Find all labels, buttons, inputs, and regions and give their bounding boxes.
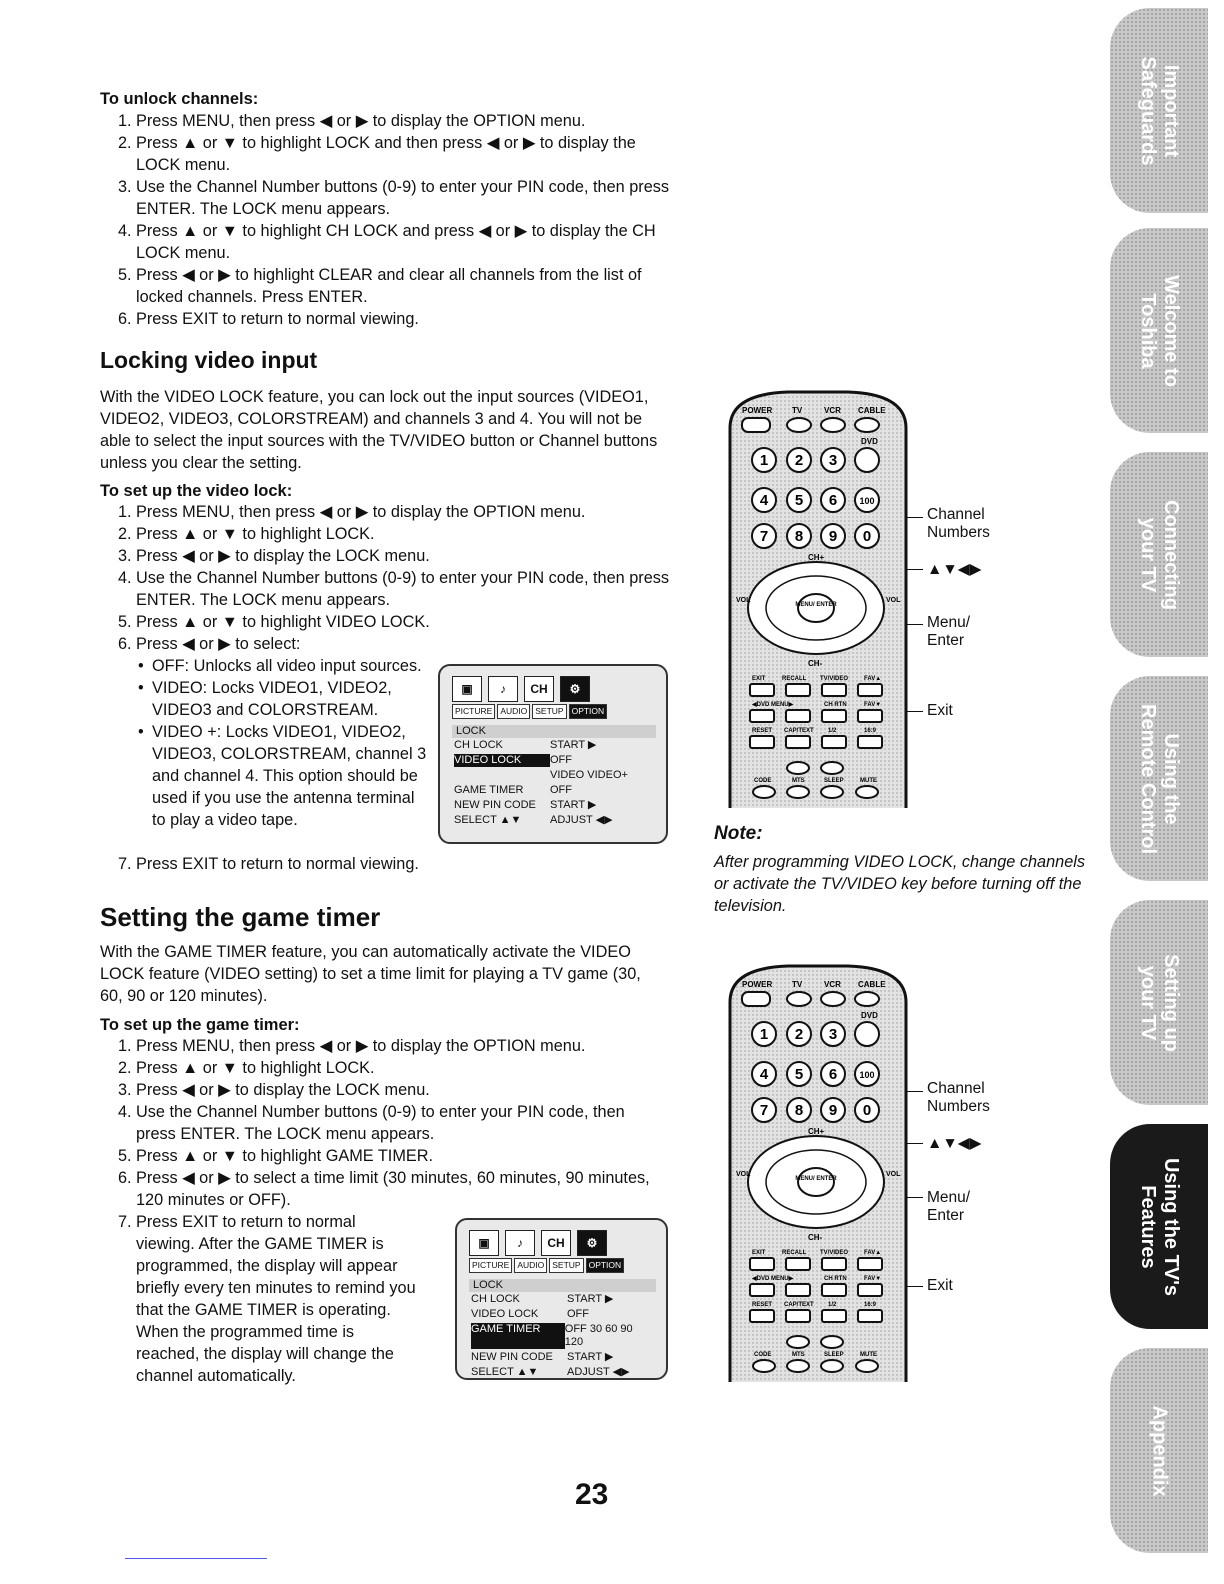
option-icon: ⚙ [577,1230,607,1256]
list-item: 3. Press ◀ or ▶ to display the LOCK menu. [118,1081,430,1099]
callout-channel-numbers: Channel Numbers [927,1080,990,1115]
svg-text:6: 6 [828,492,838,509]
list-item: • VIDEO: Locks VIDEO1, VIDEO2, VIDEO3 and COLORSTREAM. [138,677,430,721]
setup-icon: CH [541,1230,571,1256]
menu-title: LOCK [469,1279,656,1292]
svg-text:3: 3 [828,452,838,469]
svg-text:◀DVD MENU▶: ◀DVD MENU▶ [752,1276,794,1282]
callout-exit: Exit [927,1277,953,1294]
remote-control-illustration [728,962,908,1382]
svg-text:7: 7 [759,528,769,545]
game-timer-menu-screen [455,1218,668,1380]
svg-text:CH-: CH- [808,659,823,668]
menu-row: CH LOCK START ▶ [454,739,597,751]
callout-menu-enter: Menu/ Enter [927,1189,971,1224]
list-item: 2. Press ▲ or ▼ to highlight LOCK. [118,1059,375,1077]
menu-row: VIDEO LOCK OFF [454,754,572,766]
svg-text:5: 5 [794,1066,804,1083]
tab-picture: PICTURE [469,1258,512,1273]
svg-text:VCR: VCR [824,406,841,415]
unlock-steps [100,110,670,330]
tab-picture: PICTURE [452,704,495,719]
side-tab-connecting-your-tv[interactable]: Connecting your TV [1110,452,1208,657]
svg-text:MUTE: MUTE [860,778,877,784]
svg-text:EXIT: EXIT [752,676,766,682]
tab-setup: SETUP [549,1258,583,1273]
svg-text:100: 100 [859,496,875,506]
svg-text:4: 4 [759,1066,769,1083]
list-item: • VIDEO +: Locks VIDEO1, VIDEO2, VIDEO3, COLORSTREAM, channel 3 and channel 4. This option should be used if you use the antenna terminal to play a video tape. [138,721,430,831]
tab-audio: AUDIO [514,1258,547,1273]
svg-text:SLEEP: SLEEP [824,778,844,784]
svg-text:FAV▲: FAV▲ [864,1250,882,1256]
menu-row: GAME TIMER OFF [454,784,572,796]
svg-text:RESET: RESET [752,1302,773,1308]
svg-text:4: 4 [759,492,769,509]
list-item: 6. Press ◀ or ▶ to select a time limit (30 minutes, 60 minutes, 90 minutes, 120 minutes or OFF). [118,1169,650,1209]
svg-text:7: 7 [759,1102,769,1119]
svg-text:MUTE: MUTE [860,1352,877,1358]
svg-text:TV/VIDEO: TV/VIDEO [820,676,849,682]
menu-row: VIDEO LOCK OFF [471,1308,589,1320]
lock-menu-screen [438,664,668,844]
list-item: 5. Press ▲ or ▼ to highlight GAME TIMER. [118,1147,434,1165]
menu-row: VIDEO VIDEO+ [550,769,628,781]
note-text: After programming VIDEO LOCK, change channels or activate the TV/VIDEO key before turning off the television. [714,853,1086,915]
svg-text:CABLE: CABLE [858,406,886,415]
svg-text:RECALL: RECALL [782,1250,807,1256]
svg-text:2: 2 [794,1026,804,1043]
svg-text:SLEEP: SLEEP [824,1352,844,1358]
svg-text:1: 1 [759,1026,769,1043]
callout-arrows: ▲▼◀▶ [927,561,982,578]
video-lock-heading: To set up the video lock: [100,482,293,500]
picture-icon: ▣ [452,676,482,702]
svg-text:9: 9 [828,528,838,545]
svg-text:CODE: CODE [754,1352,772,1358]
side-tab-using-the-tvs-features[interactable]: Using the TV's Features [1110,1124,1208,1329]
svg-text:TV: TV [792,406,803,415]
list-item: 6. Press ◀ or ▶ to select: [118,635,301,653]
svg-text:16:9: 16:9 [864,1302,877,1308]
svg-text:VOL: VOL [736,597,751,604]
menu-row: SELECT ▲▼ ADJUST ◀▶ [454,814,613,826]
svg-text:CH RTN: CH RTN [824,1276,847,1282]
side-tab-using-the-remote-control[interactable]: Using the Remote Control [1110,676,1208,881]
svg-text:CAP/TEXT: CAP/TEXT [784,728,814,734]
svg-text:0: 0 [862,1102,872,1119]
callout-exit: Exit [927,702,953,719]
game-timer-heading: To set up the game timer: [100,1016,300,1034]
svg-text:MENU/ ENTER: MENU/ ENTER [795,602,837,608]
svg-text:DVD: DVD [861,1011,878,1020]
svg-text:5: 5 [794,492,804,509]
svg-text:8: 8 [794,1102,804,1119]
svg-text:6: 6 [828,1066,838,1083]
svg-text:VOL: VOL [736,1171,751,1178]
option-icon: ⚙ [560,676,590,702]
menu-row: GAME TIMER OFF 30 60 90 120 [471,1323,633,1348]
game-timer-title: Setting the game timer [100,902,381,932]
svg-text:TV: TV [792,980,803,989]
list-item: 3. Use the Channel Number buttons (0-9) to enter your PIN code, then press ENTER. The LOCK menu appears. [118,178,670,218]
svg-text:1: 1 [759,452,769,469]
list-item: 5. Press ◀ or ▶ to highlight CLEAR and clear all channels from the list of locked channels. Press ENTER. [118,266,642,306]
svg-text:2: 2 [794,452,804,469]
svg-text:VOL: VOL [886,1171,901,1178]
svg-text:MENU/ ENTER: MENU/ ENTER [795,1176,837,1182]
svg-text:POWER: POWER [742,406,773,415]
svg-text:CAP/TEXT: CAP/TEXT [784,1302,814,1308]
svg-text:8: 8 [794,528,804,545]
svg-text:RECALL: RECALL [782,676,807,682]
list-item: 3. Press ◀ or ▶ to display the LOCK menu. [118,547,430,565]
svg-text:9: 9 [828,1102,838,1119]
callout-menu-enter: Menu/ Enter [927,614,971,649]
svg-text:VCR: VCR [824,980,841,989]
svg-text:DVD: DVD [861,437,878,446]
menu-row: NEW PIN CODE START ▶ [471,1351,614,1363]
audio-icon: ♪ [505,1230,535,1256]
svg-text:100: 100 [859,1070,875,1080]
list-item: 7. Press EXIT to return to normal viewing. [118,855,419,873]
tab-audio: AUDIO [497,704,530,719]
side-tab-setting-up-your-tv[interactable]: Setting up your TV [1110,900,1208,1105]
list-item: 1. Press MENU, then press ◀ or ▶ to display the OPTION menu. [118,1037,586,1055]
note-title: Note: [714,823,763,844]
list-item: 4. Use the Channel Number buttons (0-9) to enter your PIN code, then press ENTER. The LOCK menu appears. [118,1103,625,1143]
list-item: 4. Use the Channel Number buttons (0-9) to enter your PIN code, then press ENTER. The LOCK menu appears. [118,569,670,609]
svg-text:CODE: CODE [754,778,772,784]
remote-body [728,962,908,1382]
list-item: 5. Press ▲ or ▼ to highlight VIDEO LOCK. [118,613,430,631]
list-item: 4. Press ▲ or ▼ to highlight CH LOCK and press ◀ or ▶ to display the CH LOCK menu. [118,222,656,262]
callout-arrows: ▲▼◀▶ [927,1135,982,1152]
list-item: 1. Press MENU, then press ◀ or ▶ to display the OPTION menu. [118,503,586,521]
svg-text:VOL: VOL [886,597,901,604]
list-item: 2. Press ▲ or ▼ to highlight LOCK and then press ◀ or ▶ to display the LOCK menu. [118,134,636,174]
svg-text:◀DVD MENU▶: ◀DVD MENU▶ [752,702,794,708]
svg-text:1/2: 1/2 [828,1302,837,1308]
video-lock-steps [100,501,670,655]
svg-text:FAV▼: FAV▼ [864,1276,882,1282]
svg-text:CABLE: CABLE [858,980,886,989]
svg-text:MTS: MTS [792,778,805,784]
remote-control-illustration [728,388,908,808]
list-item: 7. Press EXIT to return to normal viewing. After the GAME TIMER is programmed, the display will appear briefly every ten minutes to remind you that the GAME TIMER is operating. When the programmed time is reached, the display will change the channel automatically. [118,1213,416,1385]
tab-setup: SETUP [532,704,566,719]
video-lock-title: Locking video input [100,347,318,373]
svg-text:CH+: CH+ [808,1127,825,1136]
svg-text:FAV▲: FAV▲ [864,676,882,682]
side-tab-appendix[interactable]: Appendix [1110,1348,1208,1553]
menu-row: CH LOCK START ▶ [471,1293,614,1305]
remote-body [728,388,908,808]
tab-option: OPTION [586,1258,625,1273]
video-lock-intro: With the VIDEO LOCK feature, you can lock out the input sources (VIDEO1, VIDEO2, VIDEO3, COLORSTREAM) and channels 3 and 4. You will not be able to select the input sources with the TV/VIDEO button or Channel buttons unless you clear the setting. [100,388,658,472]
list-item: 2. Press ▲ or ▼ to highlight LOCK. [118,525,375,543]
menu-row: SELECT ▲▼ ADJUST ◀▶ [471,1366,630,1378]
svg-text:16:9: 16:9 [864,728,877,734]
side-tab-welcome-to-toshiba[interactable]: Welcome to Toshiba [1110,228,1208,433]
video-lock-options [138,655,430,831]
svg-text:RESET: RESET [752,728,773,734]
callout-channel-numbers: Channel Numbers [927,506,990,541]
svg-text:CH RTN: CH RTN [824,702,847,708]
svg-text:CH+: CH+ [808,553,825,562]
svg-text:TV/VIDEO: TV/VIDEO [820,1250,849,1256]
game-timer-intro: With the GAME TIMER feature, you can automatically activate the VIDEO LOCK feature (VIDEO setting) to set a time limit for playing a TV game (30, 60, 90 or 120 minutes). [100,943,641,1005]
svg-text:CH-: CH- [808,1233,823,1242]
setup-icon: CH [524,676,554,702]
svg-text:FAV▼: FAV▼ [864,702,882,708]
list-item: 1. Press MENU, then press ◀ or ▶ to display the OPTION menu. [118,112,586,130]
audio-icon: ♪ [488,676,518,702]
picture-icon: ▣ [469,1230,499,1256]
page-number: 23 [575,1478,609,1511]
side-tab-important-safeguards[interactable]: Important Safeguards [1110,8,1208,213]
video-lock-step7 [100,853,670,875]
menu-row: NEW PIN CODE START ▶ [454,799,597,811]
svg-text:1/2: 1/2 [828,728,837,734]
svg-text:POWER: POWER [742,980,773,989]
svg-text:MTS: MTS [792,1352,805,1358]
list-item: • OFF: Unlocks all video input sources. [138,655,430,677]
svg-text:0: 0 [862,528,872,545]
list-item: 6. Press EXIT to return to normal viewing. [118,310,419,328]
svg-text:EXIT: EXIT [752,1250,766,1256]
menu-title: LOCK [452,725,656,738]
svg-text:3: 3 [828,1026,838,1043]
tab-option: OPTION [569,704,608,719]
footer-rule [125,1558,267,1559]
unlock-heading: To unlock channels: [100,90,259,108]
